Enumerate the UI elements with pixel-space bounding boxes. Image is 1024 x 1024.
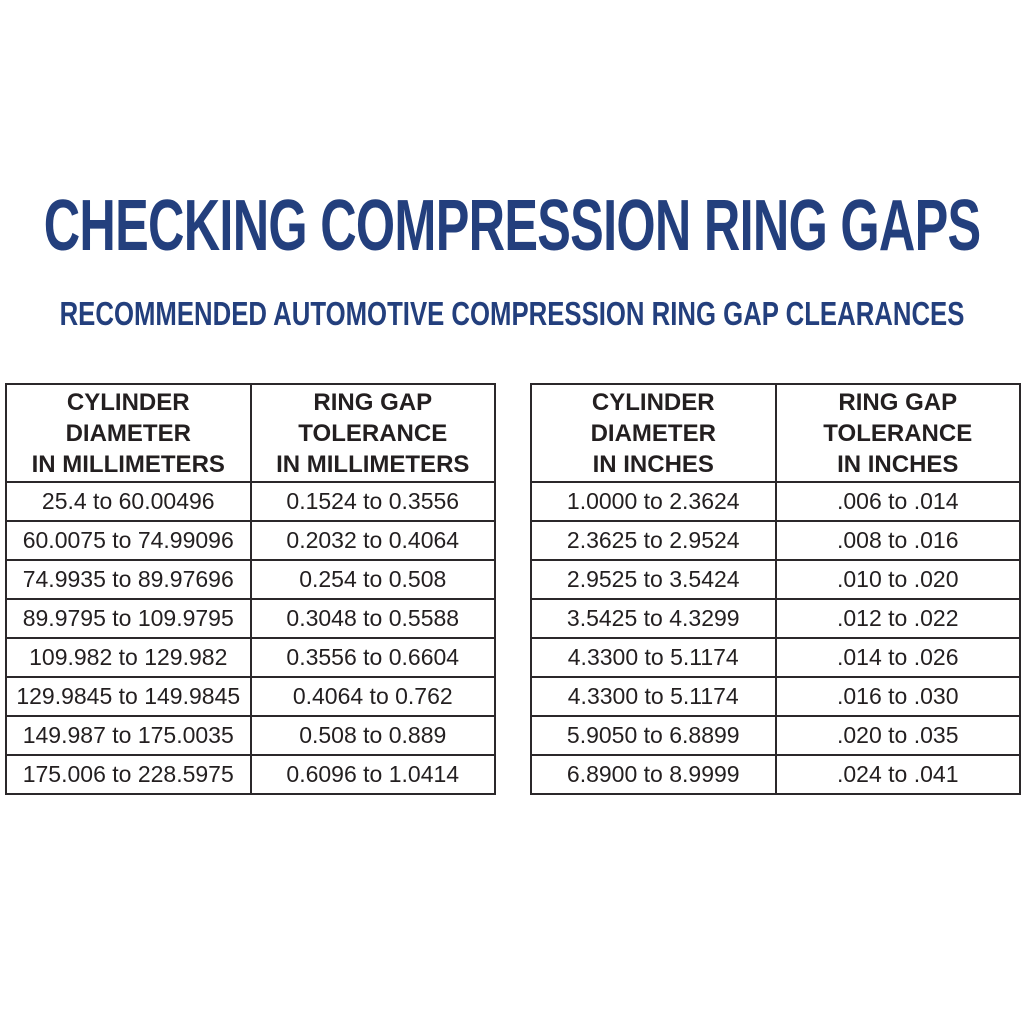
table-cell-diameter: 2.9525 to 3.5424 [531, 560, 776, 599]
table-cell-diameter: 25.4 to 60.00496 [6, 482, 251, 521]
table-body-inches [531, 482, 1020, 794]
table-cell-tolerance: 0.3048 to 0.5588 [251, 599, 496, 638]
table-cell-diameter: 3.5425 to 4.3299 [531, 599, 776, 638]
table-row [531, 755, 1020, 794]
table-row [6, 755, 495, 794]
table-cell-tolerance: .024 to .041 [776, 755, 1021, 794]
table-row [6, 677, 495, 716]
table-cell-diameter: 4.3300 to 5.1174 [531, 677, 776, 716]
header-line: RING GAP [313, 388, 433, 416]
table-body-millimeters [6, 482, 495, 794]
table-row [6, 521, 495, 560]
table-cell-tolerance: 0.2032 to 0.4064 [251, 521, 496, 560]
page-title: CHECKING COMPRESSION RING GAPS [43, 186, 981, 266]
table-cell-diameter: 2.3625 to 2.9524 [531, 521, 776, 560]
table-cell-diameter: 175.006 to 228.5975 [6, 755, 251, 794]
header-line: TOLERANCE [298, 419, 448, 447]
table-cell-diameter: 4.3300 to 5.1174 [531, 638, 776, 677]
table-cell-tolerance: .006 to .014 [776, 482, 1021, 521]
table-cell-tolerance: 0.4064 to 0.762 [251, 677, 496, 716]
table-row [531, 482, 1020, 521]
table-row [531, 599, 1020, 638]
table-cell-tolerance: 0.1524 to 0.3556 [251, 482, 496, 521]
table-cell-tolerance: .020 to .035 [776, 716, 1021, 755]
table-cell-diameter: 5.9050 to 6.8899 [531, 716, 776, 755]
table-cell-diameter: 109.982 to 129.982 [6, 638, 251, 677]
header-line: DIAMETER [590, 419, 716, 447]
table-cell-tolerance: 0.508 to 0.889 [251, 716, 496, 755]
title-block [0, 186, 1024, 266]
table-row [531, 716, 1020, 755]
header-line: IN INCHES [837, 450, 959, 478]
header-line: CYLINDER [591, 388, 715, 416]
tables-container [5, 383, 1021, 795]
table-cell-tolerance: 0.3556 to 0.6604 [251, 638, 496, 677]
table-cell-tolerance: .010 to .020 [776, 560, 1021, 599]
subtitle-block [0, 297, 1024, 330]
table-row [6, 716, 495, 755]
column-header-cylinder-diameter-inches [531, 384, 776, 482]
table-cell-diameter: 89.9795 to 109.9795 [6, 599, 251, 638]
column-header-cylinder-diameter-mm [6, 384, 251, 482]
table-row [6, 482, 495, 521]
table-row [531, 677, 1020, 716]
header-line: RING GAP [838, 388, 958, 416]
table-cell-diameter: 74.9935 to 89.97696 [6, 560, 251, 599]
table-cell-tolerance: .016 to .030 [776, 677, 1021, 716]
table-cell-diameter: 1.0000 to 2.3624 [531, 482, 776, 521]
ring-gap-table-millimeters [5, 383, 496, 795]
column-header-ring-gap-tolerance-inches [776, 384, 1021, 482]
table-header-inches [531, 384, 1020, 482]
table-row [531, 521, 1020, 560]
header-line: CYLINDER [66, 388, 190, 416]
table-row [6, 599, 495, 638]
header-row [6, 384, 495, 482]
table-cell-tolerance: .012 to .022 [776, 599, 1021, 638]
header-line: DIAMETER [65, 419, 191, 447]
page-subtitle: RECOMMENDED AUTOMOTIVE COMPRESSION RING GAP CLEARANCES [59, 295, 965, 332]
table-cell-tolerance: .014 to .026 [776, 638, 1021, 677]
table-cell-diameter: 149.987 to 175.0035 [6, 716, 251, 755]
header-line: IN INCHES [592, 450, 714, 478]
header-line: IN MILLIMETERS [31, 450, 225, 478]
header-line: TOLERANCE [823, 419, 973, 447]
table-cell-tolerance: 0.6096 to 1.0414 [251, 755, 496, 794]
table-header-millimeters [6, 384, 495, 482]
table-cell-tolerance: 0.254 to 0.508 [251, 560, 496, 599]
table-row [6, 638, 495, 677]
table-cell-tolerance: .008 to .016 [776, 521, 1021, 560]
table-row [6, 560, 495, 599]
table-cell-diameter: 60.0075 to 74.99096 [6, 521, 251, 560]
table-row [531, 560, 1020, 599]
ring-gap-table-inches [530, 383, 1021, 795]
table-cell-diameter: 129.9845 to 149.9845 [6, 677, 251, 716]
table-cell-diameter: 6.8900 to 8.9999 [531, 755, 776, 794]
header-row [531, 384, 1020, 482]
header-line: IN MILLIMETERS [276, 450, 470, 478]
column-header-ring-gap-tolerance-mm [251, 384, 496, 482]
table-row [531, 638, 1020, 677]
